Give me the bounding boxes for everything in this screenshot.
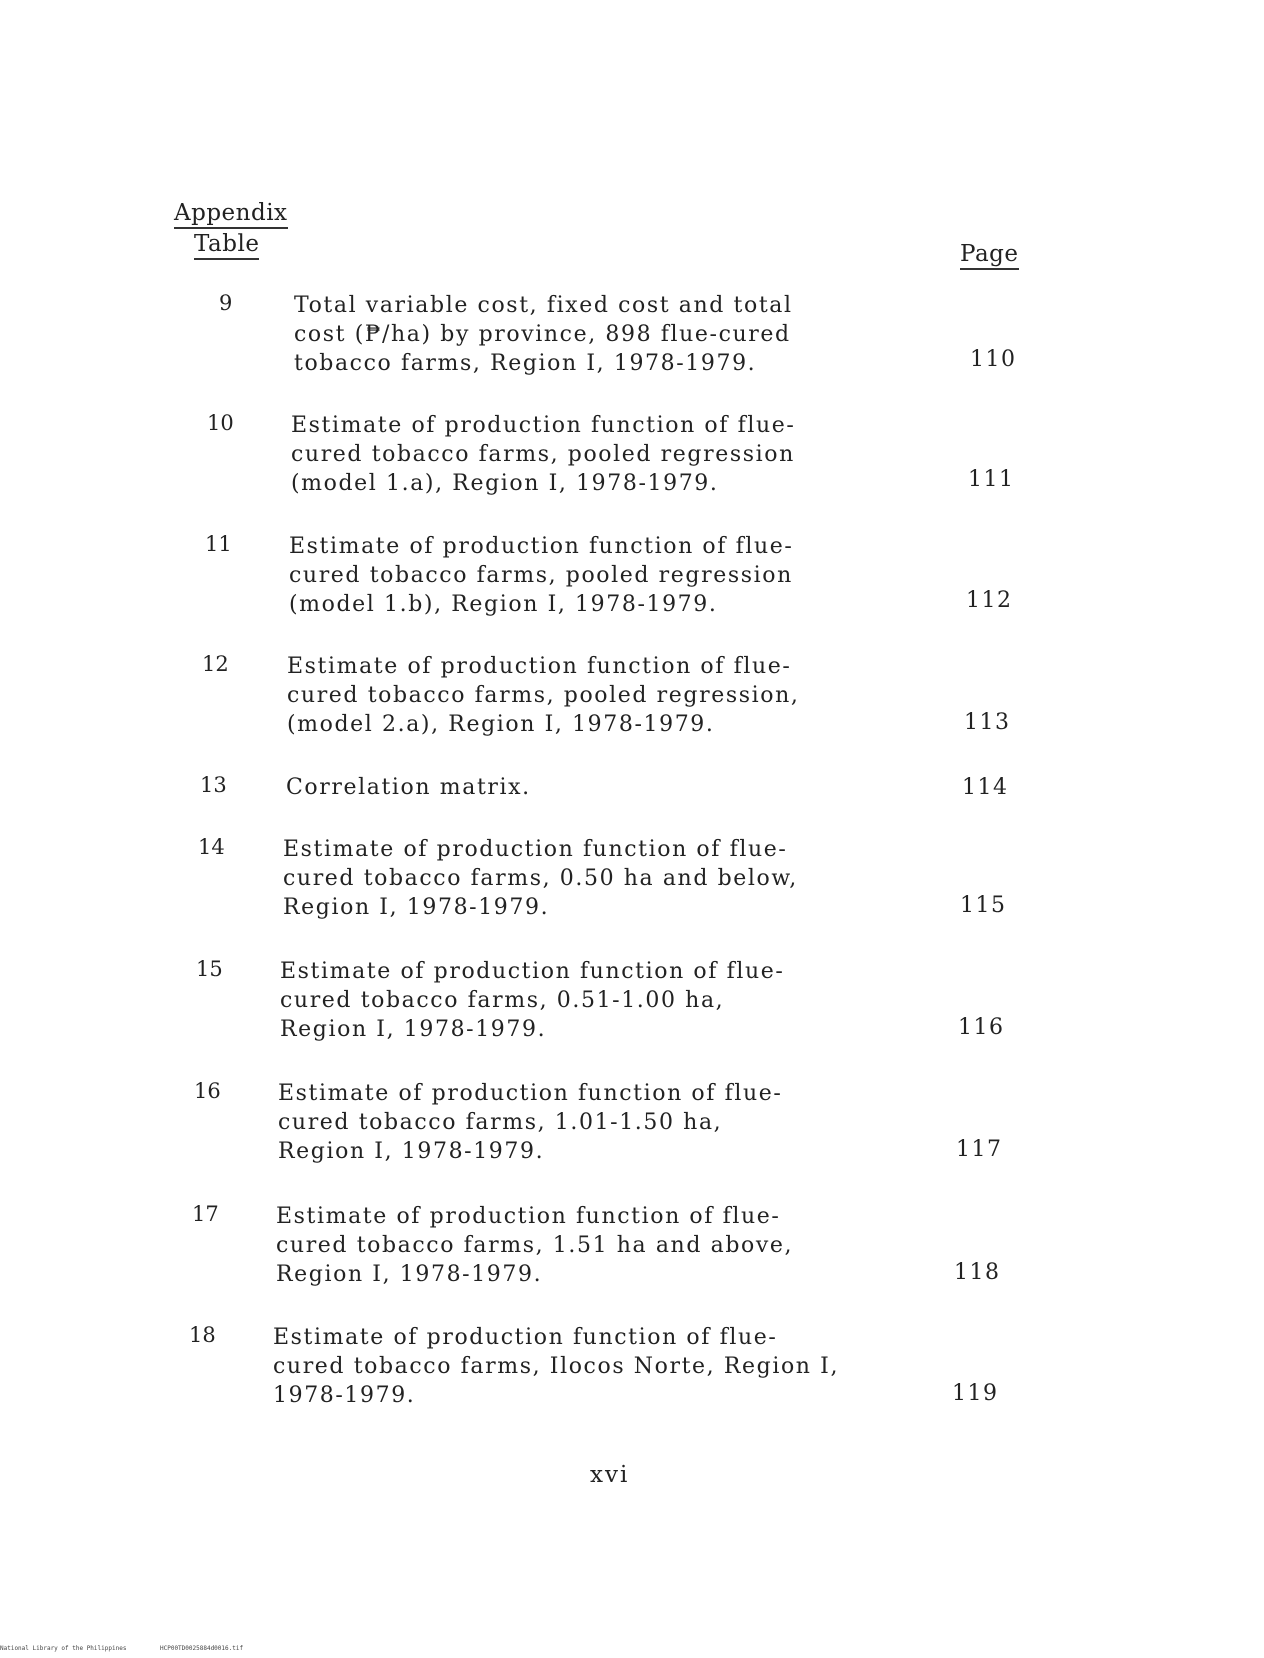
table-number: 17 xyxy=(192,1202,219,1226)
table-description: Estimate of production function of flue- cured tobacco farms, Ilocos Norte, Region I, 1978-1979. xyxy=(273,1325,840,1408)
page-number: 118 xyxy=(954,1260,1001,1285)
table-description: Estimate of production function of flue- cured tobacco farms, 0.51-1.00 ha, Region I, 1978-1979. xyxy=(280,959,785,1042)
page-number: 112 xyxy=(966,588,1013,613)
table-description: Estimate of production function of flue- cured tobacco farms, pooled regression (model 1.a), Region I, 1978-1979. xyxy=(291,413,796,496)
table-description: Estimate of production function of flue- cured tobacco farms, pooled regression (model 1.b), Region I, 1978-1979. xyxy=(289,534,794,617)
page-number: 117 xyxy=(956,1137,1003,1162)
page-number: 115 xyxy=(960,893,1007,918)
table-number: 10 xyxy=(207,411,234,435)
table-number: 9 xyxy=(219,291,233,315)
page-folio: xvi xyxy=(590,1462,630,1488)
page-number: 119 xyxy=(952,1381,999,1406)
table-description: Estimate of production function of flue- cured tobacco farms, 1.01-1.50 ha, Region I, 1978-1979. xyxy=(278,1081,783,1164)
page-number: 114 xyxy=(962,775,1009,800)
footer-library-label: National Library of the Philippines xyxy=(0,1645,127,1652)
table-number: 15 xyxy=(196,957,223,981)
table-description: Estimate of production function of flue- cured tobacco farms, 0.50 ha and below, Region I, 1978-1979. xyxy=(283,837,798,920)
footer-file-label: HCP00TD0025884d0016.tif xyxy=(160,1645,244,1652)
table-number: 18 xyxy=(189,1323,216,1347)
table-number: 11 xyxy=(205,532,232,556)
table-description: Estimate of production function of flue- cured tobacco farms, pooled regression, (model 2.a), Region I, 1978-1979. xyxy=(287,654,800,737)
table-number: 14 xyxy=(198,835,225,859)
table-description: Correlation matrix. xyxy=(286,775,531,800)
page-number: 113 xyxy=(964,710,1011,735)
table-description: Estimate of production function of flue- cured tobacco farms, 1.51 ha and above, Region I, 1978-1979. xyxy=(276,1204,794,1287)
table-column-header: Table xyxy=(194,231,259,257)
table-number: 16 xyxy=(194,1079,221,1103)
table-number: 12 xyxy=(202,652,229,676)
appendix-header: Appendix xyxy=(174,200,288,226)
table-number: 13 xyxy=(200,773,227,797)
page-number: 111 xyxy=(968,467,1015,492)
page-number: 116 xyxy=(958,1015,1005,1040)
page-number: 110 xyxy=(970,347,1017,372)
table-description: Total variable cost, fixed cost and total cost (₱/ha) by province, 898 flue-cured tobacco farms, Region I, 1978-1979. xyxy=(294,293,793,376)
page-column-header: Page xyxy=(960,241,1019,267)
